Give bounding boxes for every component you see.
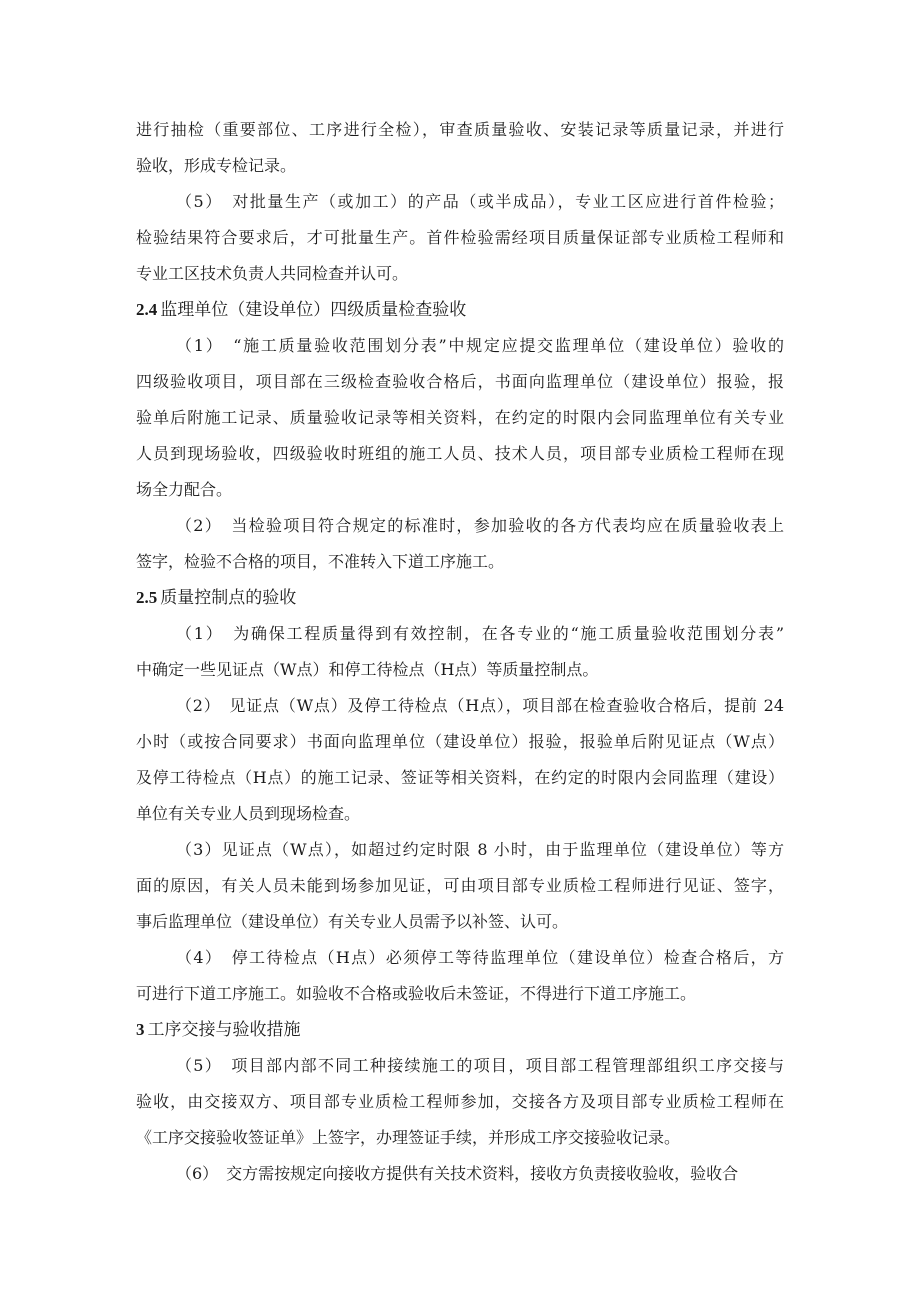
section-heading [136,580,784,616]
text-line: 验收，由交接双方、项目部专业质检工程师参加，交接各方及项目部专业质检工程师在 [136,1092,784,1111]
document-body [136,112,784,1192]
paragraph [136,1048,784,1156]
text-line: 及停工待检点（H点）的施工记录、签证等相关资料，在约定的时限内会同监理（建设） [136,768,784,787]
text-line: （1） “施工质量验收范围划分表”中规定应提交监理单位（建设单位）验收的 [176,336,784,355]
section-heading [136,1012,784,1048]
text-line: 小时（或按合同要求）书面向监理单位（建设单位）报验，报验单后附见证点（W点） [136,732,784,751]
section-title: 工序交接与验收措施 [147,1020,301,1040]
paragraph [136,688,784,832]
text-line: 面的原因，有关人员未能到场参加见证，可由项目部专业质检工程师进行见证、签字， [136,876,784,895]
text-line: （3）见证点（W点），如超过约定时限 8 小时，由于监理单位（建设单位）等方 [176,840,784,859]
text-line: 四级验收项目，项目部在三级检查验收合格后，书面向监理单位（建设单位）报验，报 [136,372,784,391]
text-line: 《工序交接验收签证单》上签字，办理签证手续，并形成工序交接验收记录。 [136,1128,681,1147]
text-line: （5） 对批量生产（或加工）的产品（或半成品），专业工区应进行首件检验； [176,192,784,211]
text-line: （2） 见证点（W点）及停工待检点（H点），项目部在检查验收合格后，提前 24 [176,696,784,715]
text-line: （4） 停工待检点（H点）必须停工等待监理单位（建设单位）检查合格后，方 [176,948,784,967]
paragraph [136,184,784,292]
text-line: 进行抽检（重要部位、工序进行全检），审查质量验收、安装记录等质量记录，并进行 [136,120,784,139]
paragraph [136,832,784,940]
text-line: 人员到现场验收，四级验收时班组的施工人员、技术人员，项目部专业质检工程师在现 [136,444,784,463]
paragraph [136,112,784,184]
text-line: 签字，检验不合格的项目，不准转入下道工序施工。 [136,552,505,571]
text-line: （6） 交方需按规定向接收方提供有关技术资料，接收方负责接收验收，验收合 [176,1164,739,1183]
text-line: 检验结果符合要求后，才可批量生产。首件检验需经项目质量保证部专业质检工程师和 [136,228,784,247]
text-line: （2） 当检验项目符合规定的标准时，参加验收的各方代表均应在质量验收表上 [176,516,784,535]
paragraph [136,616,784,688]
text-line: 验单后附施工记录、质量验收记录等相关资料，在约定的时限内会同监理单位有关专业 [136,408,784,427]
section-number: 3 [136,1020,145,1039]
paragraph [136,1156,784,1192]
text-line: 专业工区技术负责人共同检查并认可。 [136,264,409,283]
text-line: （5） 项目部内部不同工种接续施工的项目，项目部工程管理部组织工序交接与 [176,1056,784,1075]
paragraph [136,508,784,580]
section-heading [136,292,784,328]
section-number: 2.4 [136,300,158,319]
text-line: 中确定一些见证点（W点）和停工待检点（H点）等质量控制点。 [136,660,599,679]
text-line: 事后监理单位（建设单位）有关专业人员需予以补签、认可。 [136,912,569,931]
text-line: 场全力配合。 [136,480,233,499]
text-line: 可进行下道工序施工。如验收不合格或验收后未签证，不得进行下道工序施工。 [136,984,697,1003]
section-title: 监理单位（建设单位）四级质量检查验收 [160,300,467,320]
text-line: 验收，形成专检记录。 [136,156,297,175]
paragraph [136,940,784,1012]
section-number: 2.5 [136,588,158,607]
text-line: 单位有关专业人员到现场检查。 [136,804,361,823]
section-title: 质量控制点的验收 [160,588,297,608]
paragraph [136,328,784,508]
text-line: （1） 为确保工程质量得到有效控制，在各专业的“施工质量验收范围划分表” [176,624,784,643]
